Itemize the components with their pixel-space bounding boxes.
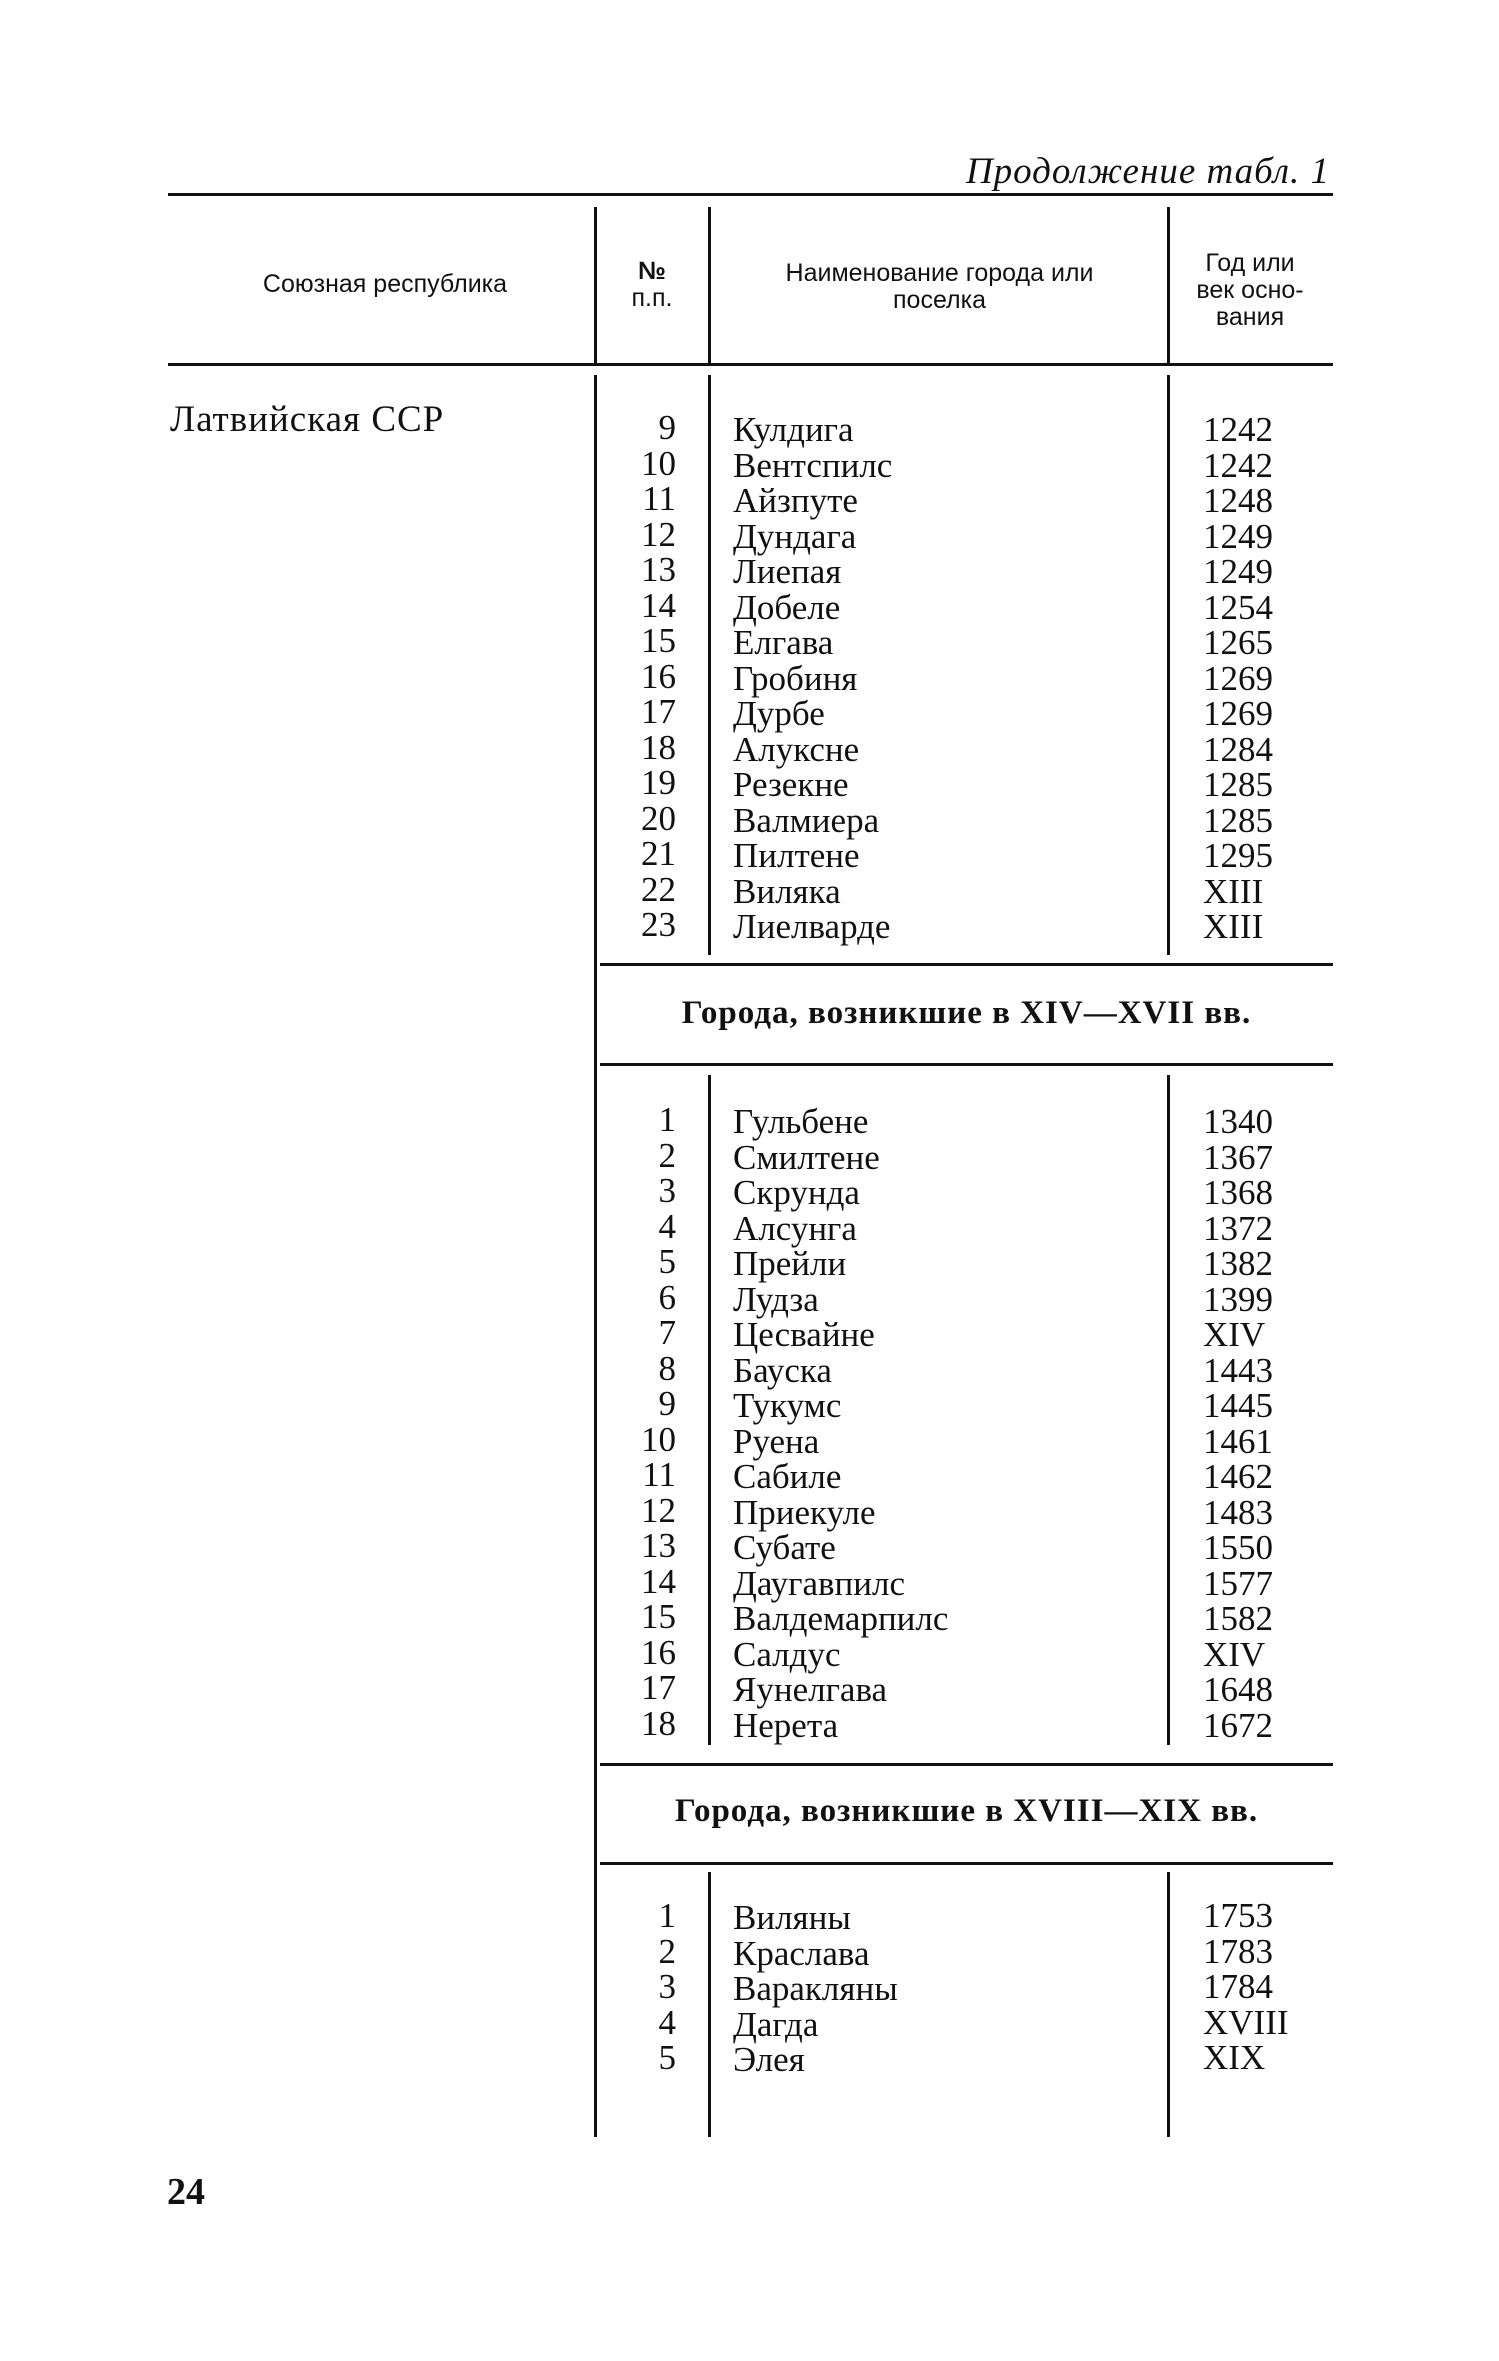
city-year-cell: 1382 xyxy=(1203,1244,1273,1283)
city-year-cell: 1783 xyxy=(1203,1931,1273,1971)
city-name-cell: Цесвайне xyxy=(733,1315,875,1354)
city-num-cell: 10 xyxy=(641,1419,676,1459)
city-name-cell: Айзпуте xyxy=(733,481,858,520)
city-year-cell: 1249 xyxy=(1203,516,1273,556)
header-year-line1: Год или xyxy=(1205,249,1295,277)
city-num-cell: 14 xyxy=(641,585,676,625)
city-name-cell: Бауска xyxy=(733,1350,832,1390)
city-num-cell: 15 xyxy=(641,1597,676,1636)
city-name-cell: Кулдига xyxy=(733,410,854,449)
city-name-cell: Валмиера xyxy=(733,800,880,840)
header-year xyxy=(1170,250,1330,331)
city-year-cell: 1648 xyxy=(1203,1670,1273,1709)
city-year-cell: 1295 xyxy=(1203,836,1273,875)
city-num-cell: 15 xyxy=(641,621,676,660)
city-num-cell: 20 xyxy=(641,798,676,838)
city-year-cell: 1784 xyxy=(1203,1967,1273,2006)
city-name-cell: Субате xyxy=(733,1528,836,1567)
header-republic: Союзная республика xyxy=(262,270,508,298)
city-year-cell: 1550 xyxy=(1203,1528,1273,1567)
city-year-cell: XVIII xyxy=(1203,2002,1289,2042)
city-num-cell: 1 xyxy=(658,1896,676,1935)
city-name-cell: Нерета xyxy=(733,1705,839,1745)
city-name-cell: Яунелгава xyxy=(733,1670,888,1709)
city-num-cell: 9 xyxy=(658,408,676,447)
year-column-g1 xyxy=(1203,1104,1313,1743)
city-year-cell: 1367 xyxy=(1203,1137,1273,1177)
city-num-cell: 9 xyxy=(658,1384,676,1423)
city-name-cell: Виляка xyxy=(733,871,841,911)
header-name-line2: поселка xyxy=(893,286,986,314)
city-num-cell: 1 xyxy=(658,1100,676,1139)
city-name-cell: Гробиня xyxy=(733,658,858,698)
city-name-cell: Сабиле xyxy=(733,1457,842,1496)
year-column-g2 xyxy=(1203,1898,1313,2076)
city-num-cell: 17 xyxy=(641,1668,676,1707)
city-year-cell: XIV xyxy=(1203,1315,1266,1354)
city-num-cell: 21 xyxy=(641,834,676,873)
city-num-cell: 12 xyxy=(641,514,676,554)
num-name-divider-g1 xyxy=(708,1075,711,1745)
header-num-line2: п.п. xyxy=(631,284,673,312)
city-name-cell: Смилтене xyxy=(733,1137,880,1177)
city-num-cell: 22 xyxy=(641,869,676,909)
city-name-cell: Элея xyxy=(733,2040,805,2079)
city-year-cell: 1284 xyxy=(1203,729,1273,769)
city-name-cell: Пилтене xyxy=(733,836,860,875)
city-name-cell: Руена xyxy=(733,1421,820,1461)
section-rule-bottom-2 xyxy=(600,1862,1333,1865)
city-num-cell: 11 xyxy=(642,1455,676,1494)
section-title-2: Города, возникшие в XVIII—XIX вв. xyxy=(674,1793,1259,1829)
city-num-cell: 13 xyxy=(641,1526,676,1565)
city-name-cell: Салдус xyxy=(733,1634,841,1674)
city-year-cell: 1242 xyxy=(1203,410,1273,449)
city-name-cell: Приекуле xyxy=(733,1492,876,1532)
section-title-1: Города, возникшие в XIV—XVII вв. xyxy=(681,995,1252,1031)
city-year-cell: 1399 xyxy=(1203,1279,1273,1319)
city-name-cell: Прейли xyxy=(733,1244,847,1283)
city-name-cell: Резекне xyxy=(733,765,849,804)
table-caption: Продолжение табл. 1 xyxy=(965,151,1330,192)
republic-label: Латвийская ССР xyxy=(170,399,445,440)
city-num-cell: 16 xyxy=(641,656,676,696)
city-num-cell: 10 xyxy=(641,443,676,483)
section-rule-top-1 xyxy=(600,963,1333,966)
name-year-divider-g2 xyxy=(1167,1872,1170,2137)
city-year-cell: 1462 xyxy=(1203,1457,1273,1496)
city-name-cell: Елгава xyxy=(733,623,834,662)
city-year-cell: 1577 xyxy=(1203,1563,1273,1603)
section-rule-top-2 xyxy=(600,1763,1333,1766)
name-column-g1 xyxy=(733,1104,1153,1743)
city-year-cell: 1254 xyxy=(1203,587,1273,627)
city-num-cell: 8 xyxy=(658,1348,676,1388)
section-rule-bottom-1 xyxy=(600,1063,1333,1066)
year-column-g0 xyxy=(1203,412,1313,945)
city-year-cell: 1753 xyxy=(1203,1896,1273,1935)
city-year-cell: 1248 xyxy=(1203,481,1273,520)
city-num-cell: 2 xyxy=(658,1931,676,1971)
num-column-g0 xyxy=(606,410,676,943)
city-name-cell: Дурбе xyxy=(733,694,825,733)
city-year-cell: XIV xyxy=(1203,1634,1266,1674)
city-name-cell: Лиепая xyxy=(733,552,842,591)
city-name-cell: Скрунда xyxy=(733,1173,860,1212)
city-num-cell: 12 xyxy=(641,1490,676,1530)
city-name-cell: Алсунга xyxy=(733,1208,857,1248)
city-year-cell: XIII xyxy=(1203,871,1264,911)
city-name-cell: Виляны xyxy=(733,1898,851,1937)
city-num-cell: 4 xyxy=(658,1206,676,1246)
city-num-cell: 2 xyxy=(658,1135,676,1175)
header-bottom-rule xyxy=(168,363,1333,366)
city-num-cell: 5 xyxy=(658,2038,676,2077)
city-num-cell: 13 xyxy=(641,550,676,589)
num-name-divider-g0 xyxy=(708,375,711,955)
city-year-cell: 1445 xyxy=(1203,1386,1273,1425)
city-num-cell: 23 xyxy=(641,905,676,944)
city-num-cell: 18 xyxy=(641,1703,676,1743)
city-year-cell: 1461 xyxy=(1203,1421,1273,1461)
header-num xyxy=(597,258,707,312)
city-year-cell: 1242 xyxy=(1203,445,1273,485)
city-num-cell: 4 xyxy=(658,2002,676,2042)
city-year-cell: 1443 xyxy=(1203,1350,1273,1390)
city-num-cell: 18 xyxy=(641,727,676,767)
city-name-cell: Варакляны xyxy=(733,1969,898,2008)
city-name-cell: Дагда xyxy=(733,2004,819,2044)
city-year-cell: 1340 xyxy=(1203,1102,1273,1141)
header-year-line2: век осно- xyxy=(1196,276,1304,304)
city-year-cell: XIX xyxy=(1203,2038,1266,2077)
header-divider-2 xyxy=(708,207,711,364)
city-year-cell: 1269 xyxy=(1203,694,1273,733)
city-name-cell: Лудза xyxy=(733,1279,819,1319)
name-column-g0 xyxy=(733,412,1153,945)
city-num-cell: 11 xyxy=(642,479,676,518)
city-num-cell: 7 xyxy=(658,1313,676,1352)
city-name-cell: Алуксне xyxy=(733,729,860,769)
city-name-cell: Добеле xyxy=(733,587,841,627)
num-name-divider-g2 xyxy=(708,1872,711,2137)
city-name-cell: Гульбене xyxy=(733,1102,869,1141)
city-year-cell: 1265 xyxy=(1203,623,1273,662)
city-name-cell: Валдемарпилс xyxy=(733,1599,949,1638)
name-year-divider-g0 xyxy=(1167,375,1170,955)
table-top-rule xyxy=(168,193,1333,196)
city-year-cell: 1285 xyxy=(1203,800,1273,840)
num-column-g1 xyxy=(606,1102,676,1741)
city-year-cell: 1368 xyxy=(1203,1173,1273,1212)
header-num-line1: № xyxy=(638,257,666,285)
city-num-cell: 3 xyxy=(658,1967,676,2006)
city-num-cell: 16 xyxy=(641,1632,676,1672)
city-year-cell: 1285 xyxy=(1203,765,1273,804)
city-name-cell: Вентспилс xyxy=(733,445,893,485)
city-name-cell: Краслава xyxy=(733,1933,870,1973)
city-year-cell: 1269 xyxy=(1203,658,1273,698)
city-num-cell: 5 xyxy=(658,1242,676,1281)
header-year-line3: вания xyxy=(1215,303,1285,331)
city-year-cell: 1582 xyxy=(1203,1599,1273,1638)
city-year-cell: 1483 xyxy=(1203,1492,1273,1532)
city-name-cell: Даугавпилс xyxy=(733,1563,906,1603)
header-name-line1: Наименование города или xyxy=(785,259,1094,287)
city-year-cell: 1372 xyxy=(1203,1208,1273,1248)
city-year-cell: 1249 xyxy=(1203,552,1273,591)
republic-divider xyxy=(594,375,597,2137)
city-year-cell: XIII xyxy=(1203,907,1264,946)
city-year-cell: 1672 xyxy=(1203,1705,1273,1745)
city-name-cell: Лиелварде xyxy=(733,907,891,946)
page-number: 24 xyxy=(167,2171,205,2213)
city-num-cell: 19 xyxy=(641,763,676,802)
city-num-cell: 17 xyxy=(641,692,676,731)
name-year-divider-g1 xyxy=(1167,1075,1170,1745)
city-num-cell: 3 xyxy=(658,1171,676,1210)
name-column-g2 xyxy=(733,1900,1153,2078)
num-column-g2 xyxy=(606,1898,676,2076)
city-num-cell: 6 xyxy=(658,1277,676,1317)
city-num-cell: 14 xyxy=(641,1561,676,1601)
header-name xyxy=(712,260,1167,314)
city-name-cell: Дундага xyxy=(733,516,857,556)
city-name-cell: Тукумс xyxy=(733,1386,842,1425)
